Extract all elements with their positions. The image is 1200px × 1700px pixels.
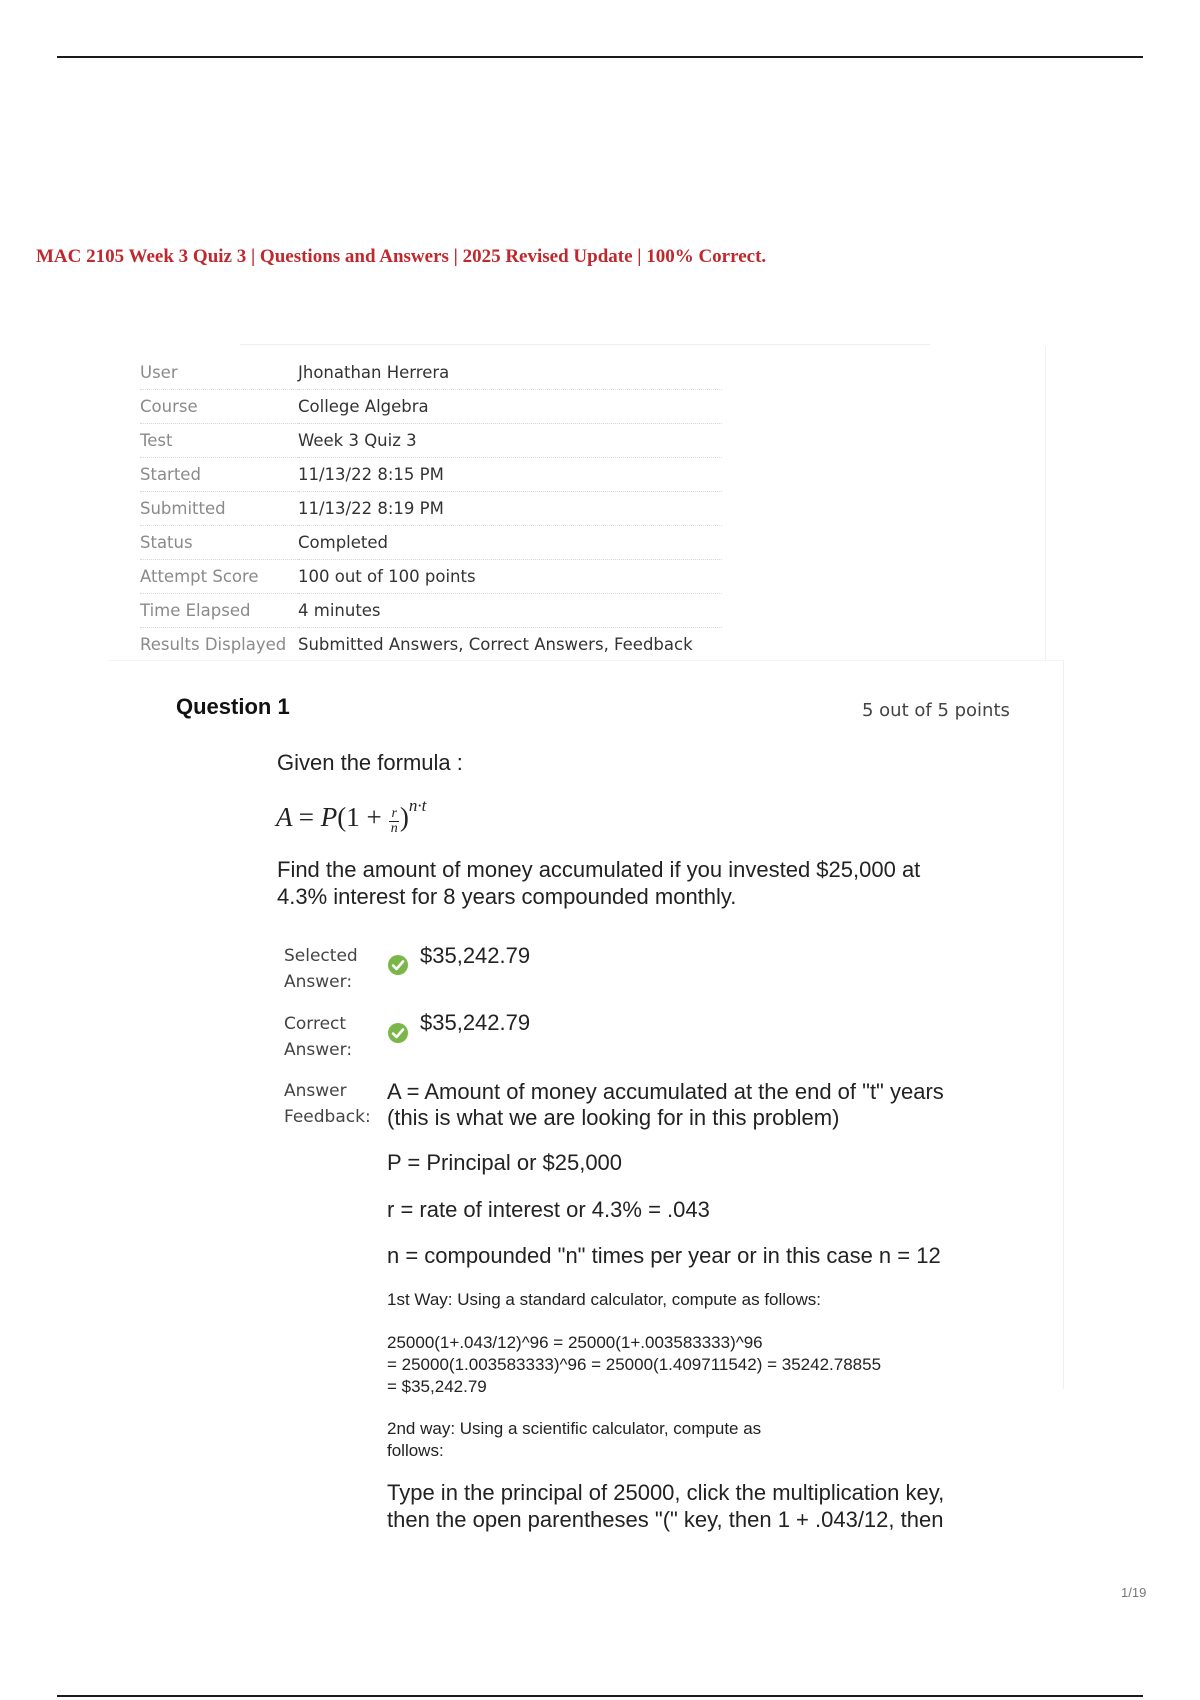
question-intro: Given the formula : — [277, 750, 463, 775]
feedback-calc-line-3: = $35,242.79 — [387, 1377, 487, 1396]
question-panel — [108, 660, 1064, 1389]
info-row-user — [140, 356, 722, 390]
info-row-time-elapsed — [140, 594, 722, 628]
feedback-label-1: Answer — [284, 1081, 347, 1101]
info-key: Results Displayed — [140, 635, 287, 654]
question-title: Question 1 — [176, 694, 290, 719]
selected-answer-value: $35,242.79 — [420, 943, 531, 968]
page-number: 1/19 — [1121, 1585, 1147, 1600]
info-value: Jhonathan Herrera — [298, 356, 722, 390]
correct-answer-label-2: Answer: — [284, 1040, 353, 1060]
formula-close: ) — [399, 802, 409, 832]
info-value: 11/13/22 8:19 PM — [298, 492, 722, 526]
info-value: College Algebra — [298, 390, 722, 424]
feedback-line-2: (this is what we are looking for in this problem) — [387, 1105, 840, 1130]
bottom-rule — [57, 1695, 1143, 1697]
feedback-calc-line-2: = 25000(1.003583333)^96 = 25000(1.409711542) = 35242.78855 — [387, 1355, 882, 1374]
feedback-rate: r = rate of interest or 4.3% = .043 — [387, 1197, 710, 1222]
selected-answer-label-1: Selected — [284, 946, 358, 966]
info-row-started — [140, 458, 722, 492]
info-value: Submitted Answers, Correct Answers, Feedback — [298, 635, 693, 654]
question-prompt-line-2: 4.3% interest for 8 years compounded monthly. — [277, 884, 737, 909]
fraction-numerator: r — [391, 806, 397, 821]
feedback-line-1: A = Amount of money accumulated at the end of "t" years — [387, 1079, 944, 1104]
compound-interest-formula — [276, 796, 426, 836]
info-row-status — [140, 526, 722, 560]
info-value: Week 3 Quiz 3 — [298, 424, 722, 458]
correct-answer-label-1: Correct — [284, 1014, 347, 1034]
info-value: 4 minutes — [298, 594, 722, 628]
info-row-attempt-score — [140, 560, 722, 594]
formula-lhs: A — [276, 802, 293, 832]
feedback-compounding: n = compounded "n" times per year or in this case n = 12 — [387, 1243, 941, 1268]
info-row-results-displayed — [140, 628, 722, 662]
formula-open: (1 + — [337, 802, 382, 832]
formula-principal: P — [320, 802, 338, 832]
correct-answer-value: $35,242.79 — [420, 1010, 531, 1035]
info-key: Time Elapsed — [140, 594, 298, 628]
selected-answer-label-2: Answer: — [284, 972, 353, 992]
feedback-second-way-2: follows: — [387, 1441, 444, 1460]
feedback-first-way: 1st Way: Using a standard calculator, compute as follows: — [387, 1290, 822, 1309]
attempt-info-table — [140, 356, 722, 661]
feedback-type-line-1: Type in the principal of 25000, click the multiplication key, — [387, 1480, 945, 1505]
feedback-second-way-1: 2nd way: Using a scientific calculator, compute as — [387, 1419, 762, 1438]
info-row-submitted — [140, 492, 722, 526]
panel-top-border — [240, 344, 930, 345]
info-row-test — [140, 424, 722, 458]
question-points: 5 out of 5 points — [862, 700, 1010, 721]
feedback-principal: P = Principal or $25,000 — [387, 1150, 623, 1175]
info-value: Completed — [298, 526, 722, 560]
formula-fraction — [389, 807, 398, 836]
feedback-label-2: Feedback: — [284, 1107, 371, 1127]
info-key: Started — [140, 458, 298, 492]
feedback-calc-line-1: 25000(1+.043/12)^96 = 25000(1+.003583333)^96 — [387, 1333, 763, 1352]
info-row-course — [140, 390, 722, 424]
top-rule — [57, 56, 1143, 58]
info-key: Test — [140, 424, 298, 458]
question-prompt-line-1: Find the amount of money accumulated if you invested $25,000 at — [277, 857, 921, 882]
info-value: 11/13/22 8:15 PM — [298, 458, 722, 492]
info-key: User — [140, 356, 298, 390]
document-title: MAC 2105 Week 3 Quiz 3 | Questions and Answers | 2025 Revised Update | 100% Correct. — [36, 246, 767, 267]
correct-check-icon — [387, 1022, 409, 1044]
info-key: Submitted — [140, 492, 298, 526]
attempt-info-panel — [120, 346, 1046, 660]
info-key: Course — [140, 390, 298, 424]
info-key: Attempt Score — [140, 560, 298, 594]
fraction-denominator: n — [390, 821, 398, 836]
correct-check-icon — [387, 954, 409, 976]
info-value: 100 out of 100 points — [298, 560, 722, 594]
feedback-type-line-2: then the open parentheses "(" key, then 1 + .043/12, then — [387, 1507, 944, 1532]
formula-exponent: n·t — [408, 796, 427, 815]
info-key: Status — [140, 526, 298, 560]
formula-equals: = — [298, 802, 314, 832]
